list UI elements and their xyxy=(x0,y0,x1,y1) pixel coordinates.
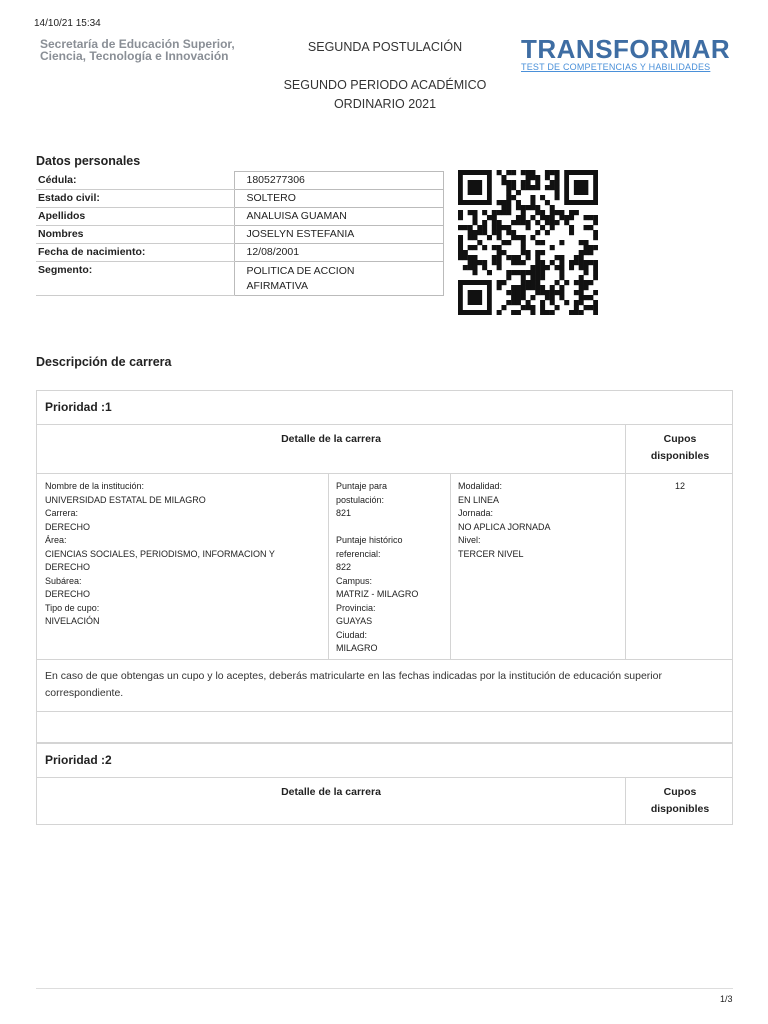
score-details xyxy=(336,480,446,656)
detail-line: DERECHO xyxy=(45,521,91,532)
cupos-header-line-2: disponibles xyxy=(650,450,710,462)
field-label: Fecha de nacimiento: xyxy=(36,244,234,262)
segment-line-2: AFIRMATIVA xyxy=(246,280,308,292)
cupos-header-line-1: Cupos xyxy=(663,786,697,798)
detail-line: MILAGRO xyxy=(336,643,378,653)
print-timestamp: 14/10/21 15:34 xyxy=(34,18,101,29)
document-title: SEGUNDA POSTULACIÓN xyxy=(307,40,463,54)
detail-header: Detalle de la carrera xyxy=(281,433,381,445)
priority-1-card xyxy=(36,390,733,743)
enrollment-note-line-2: correspondiente. xyxy=(45,686,124,699)
field-label: Cédula: xyxy=(36,172,234,190)
period-line-2: ORDINARIO 2021 xyxy=(333,97,437,111)
detail-line: Carrera: xyxy=(45,508,79,518)
detail-line: Subárea: xyxy=(45,575,82,586)
field-value xyxy=(234,262,444,296)
detail-line: EN LINEA xyxy=(458,494,500,505)
detail-line: TERCER NIVEL xyxy=(458,548,524,559)
table-row xyxy=(36,244,444,262)
detail-line: DERECHO xyxy=(45,562,91,572)
period-line-1: SEGUNDO PERIODO ACADÉMICO xyxy=(283,78,487,92)
detail-line: Ciudad: xyxy=(336,629,368,640)
priority-2-card xyxy=(36,743,733,825)
detail-line: UNIVERSIDAD ESTATAL DE MILAGRO xyxy=(45,494,206,505)
table-row xyxy=(36,208,444,226)
table-row xyxy=(36,226,444,244)
ministry-line-1: Secretaría de Educación Superior, xyxy=(40,37,235,51)
table-row xyxy=(36,172,444,190)
table-row xyxy=(36,190,444,208)
cupos-header xyxy=(626,784,734,818)
detail-line: Área: xyxy=(45,535,67,545)
field-value: 12/08/2001 xyxy=(234,244,444,262)
table-row xyxy=(36,262,444,296)
detail-line: referencial: xyxy=(336,548,381,559)
cupos-header-line-1: Cupos xyxy=(663,433,697,445)
detail-line: Puntaje histórico xyxy=(336,535,403,545)
personal-data-title: Datos personales xyxy=(36,154,141,168)
detail-line: 822 xyxy=(336,562,352,572)
detail-line: NO APLICA JORNADA xyxy=(458,521,551,532)
field-label: Segmento: xyxy=(36,262,234,296)
cupos-header-line-2: disponibles xyxy=(650,803,710,815)
cupos-header xyxy=(626,431,734,465)
detail-header: Detalle de la carrera xyxy=(281,786,381,798)
detail-line: Campus: xyxy=(336,575,373,586)
detail-line xyxy=(336,521,446,535)
detail-line: Tipo de cupo: xyxy=(45,602,100,613)
detail-line: Modalidad: xyxy=(458,481,503,491)
detail-line: 821 xyxy=(336,508,352,518)
detail-line: MATRIZ - MILAGRO xyxy=(336,589,419,599)
enrollment-note-line-1: En caso de que obtengas un cupo y lo aceptes, deberás matricularte en las fechas indicadas por la institución de educación superior xyxy=(45,670,662,682)
career-description-title: Descripción de carrera xyxy=(36,355,172,369)
field-value: ANALUISA GUAMAN xyxy=(234,208,444,226)
field-label: Nombres xyxy=(36,226,234,244)
priority-2-label: Prioridad :2 xyxy=(45,753,112,767)
detail-line: Nivel: xyxy=(458,535,481,545)
detail-line: Jornada: xyxy=(458,508,494,518)
detail-line: Nombre de la institución: xyxy=(45,481,145,491)
field-label: Estado civil: xyxy=(36,190,234,208)
field-value: JOSELYN ESTEFANIA xyxy=(234,226,444,244)
cupos-value: 12 xyxy=(674,481,685,491)
field-value: 1805277306 xyxy=(234,172,444,190)
transformar-tagline: TEST DE COMPETENCIAS Y HABILIDADES xyxy=(521,62,711,72)
field-value: SOLTERO xyxy=(234,190,444,208)
footer-divider xyxy=(36,988,733,989)
detail-line: Puntaje para xyxy=(336,481,388,491)
segment-line-1: POLITICA DE ACCION xyxy=(246,265,355,277)
personal-data-table xyxy=(36,171,444,296)
detail-line: Provincia: xyxy=(336,602,376,613)
institution-details xyxy=(45,480,330,629)
qr-code xyxy=(458,170,598,315)
page-number: 1/3 xyxy=(720,994,733,1004)
ministry-line-2: Ciencia, Tecnología e Innovación xyxy=(40,49,229,63)
ministry-logo-text xyxy=(40,38,235,62)
priority-1-label: Prioridad :1 xyxy=(45,400,112,414)
transformar-logo: TRANSFORMAR xyxy=(521,34,731,64)
detail-line: CIENCIAS SOCIALES, PERIODISMO, INFORMACION Y xyxy=(45,548,275,559)
detail-line: DERECHO xyxy=(45,589,91,599)
modality-details xyxy=(458,480,618,561)
detail-line: NIVELACIÓN xyxy=(45,616,100,626)
detail-line: postulación: xyxy=(336,494,385,505)
field-label: Apellidos xyxy=(36,208,234,226)
enrollment-note xyxy=(45,668,727,701)
detail-line: GUAYAS xyxy=(336,616,373,626)
